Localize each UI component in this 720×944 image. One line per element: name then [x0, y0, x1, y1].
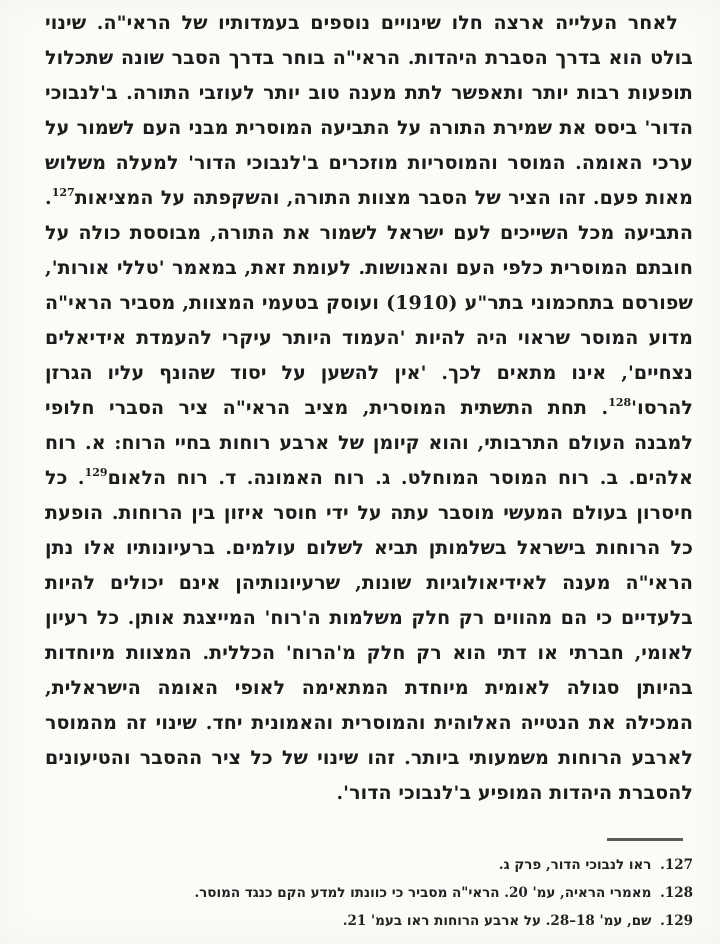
- footnote-area: [45, 838, 693, 935]
- text-line: הדור' ביסס את שמירת התורה על התביעה המוסרית מבני העם לשמור על: [45, 117, 693, 139]
- text-line: הראי"ה מענה לאידיאולוגיות שונות, שרעיונותיהן אינם יכולים להיות: [45, 572, 693, 594]
- footnote-list: [45, 851, 693, 935]
- footnote-ref-127: 127: [51, 185, 75, 199]
- body-text: [45, 6, 693, 811]
- text-line: בהיותן סגולה לאומית מיוחדת המתאימה לאופי האומה הישראלית,: [45, 677, 693, 699]
- footnote-text: שם, עמ' 18–28. על ארבע הרוחות ראו בעמ' 21.: [342, 913, 652, 929]
- footnote-text: מאמרי הראיה, עמ' 20. הראי"ה מסביר כי כוונתו למדע הקם כנגד המוסר.: [194, 885, 652, 901]
- text-line: אלהים. ב. רוח המוסר המוחלט. ג. רוח האמונה. ד. רוח הלאום$^{129}$. כל: [45, 465, 693, 489]
- text-line: מאות פעם. זהו הציר של הסבר מצוות התורה, והשקפתה על המציאות$^{127}$.: [45, 185, 693, 209]
- text-line: בולט הוא בדרך הסברת היהדות. הראי"ה בוחר בדרך הסבר שונה שתכלול: [45, 47, 693, 69]
- footnote-item: [45, 907, 693, 935]
- text-line: חובתם המוסרית כלפי העם והאנושות. לעומת זאת, במאמר 'טללי אורות',: [45, 257, 693, 279]
- text-line: מדוע המוסר שראוי היה להיות 'העמוד היותר עיקרי להעמדת אידיאלים: [45, 327, 693, 349]
- text-line: ערכי האומה. המוסר והמוסריות מוזכרים ב'לנבוכי הדור' למעלה משלוש: [45, 152, 693, 174]
- footnote-number: 127.: [660, 857, 693, 873]
- text-line: המכילה את הנטייה האלוהית והמוסרית והאמונית יחד. שינוי זה מהמוסר: [45, 712, 693, 734]
- text-line: כל הרוחות בישראל בשלמותן תביא לשלום עולמים. ברעיונותיו אלו נתן: [45, 537, 693, 559]
- footnote-item: [45, 851, 693, 879]
- text-line: להסברת היהדות המופיע ב'לנבוכי הדור'.: [336, 782, 693, 804]
- text-line: להרסו'$^{128}$. תחת התשתית המוסרית, מציב הראי"ה ציר הסברי חלופי: [45, 395, 693, 419]
- text-line: לארבע הרוחות משמעותי ביותר. זהו שינוי של כל ציר ההסבר והטיעונים: [45, 747, 693, 769]
- text-line: שפורסם בתחכמוני בתר"ע (1910) ועוסק בטעמי המצוות, מסביר הראי"ה: [45, 292, 693, 314]
- footnote-text: ראו לנבוכי הדור, פרק ג.: [498, 857, 652, 873]
- footnote-ref-129: 129: [84, 465, 108, 479]
- footnote-number: 129.: [660, 913, 693, 929]
- footnote-divider: [607, 838, 683, 841]
- footnote-ref-128: 128: [608, 395, 632, 409]
- text-line: לאומי, חברתי או דתי הוא רק חלק מ'הרוח' הכללית. המצוות מיוחדות: [45, 642, 693, 664]
- text-line: התביעה מכל השייכים לעם ישראל לשמור את התורה, מבוססת כולה על: [45, 222, 693, 244]
- text-line: לאחר העלייה ארצה חלו שינויים נוספים בעמדותיו של הראי"ה. שינוי: [45, 12, 678, 34]
- text-line: נצחיים', אינו מתאים לכך. 'אין להשען על יסוד שהונף עליו הגרזן: [45, 362, 693, 384]
- footnote-item: [45, 879, 693, 907]
- text-line: תופעות רבות יותר ותאפשר לתת מענה טוב יותר לעוזבי התורה. ב'לנבוכי: [45, 82, 693, 104]
- text-line: למבנה העולם התרבותי, והוא קיומן של ארבע רוחות בחיי הרוח: א. רוח: [45, 432, 693, 454]
- footnote-number: 128.: [660, 885, 693, 901]
- text-line: בלעדיים כי הם מהווים רק חלק משלמות ה'רוח' המייצגת אותן. כל רעיון: [45, 607, 693, 629]
- text-line: חיסרון בעולם המעשי מוסבר עתה על ידי חוסר איזון בין הרוחות. הופעת: [45, 502, 693, 524]
